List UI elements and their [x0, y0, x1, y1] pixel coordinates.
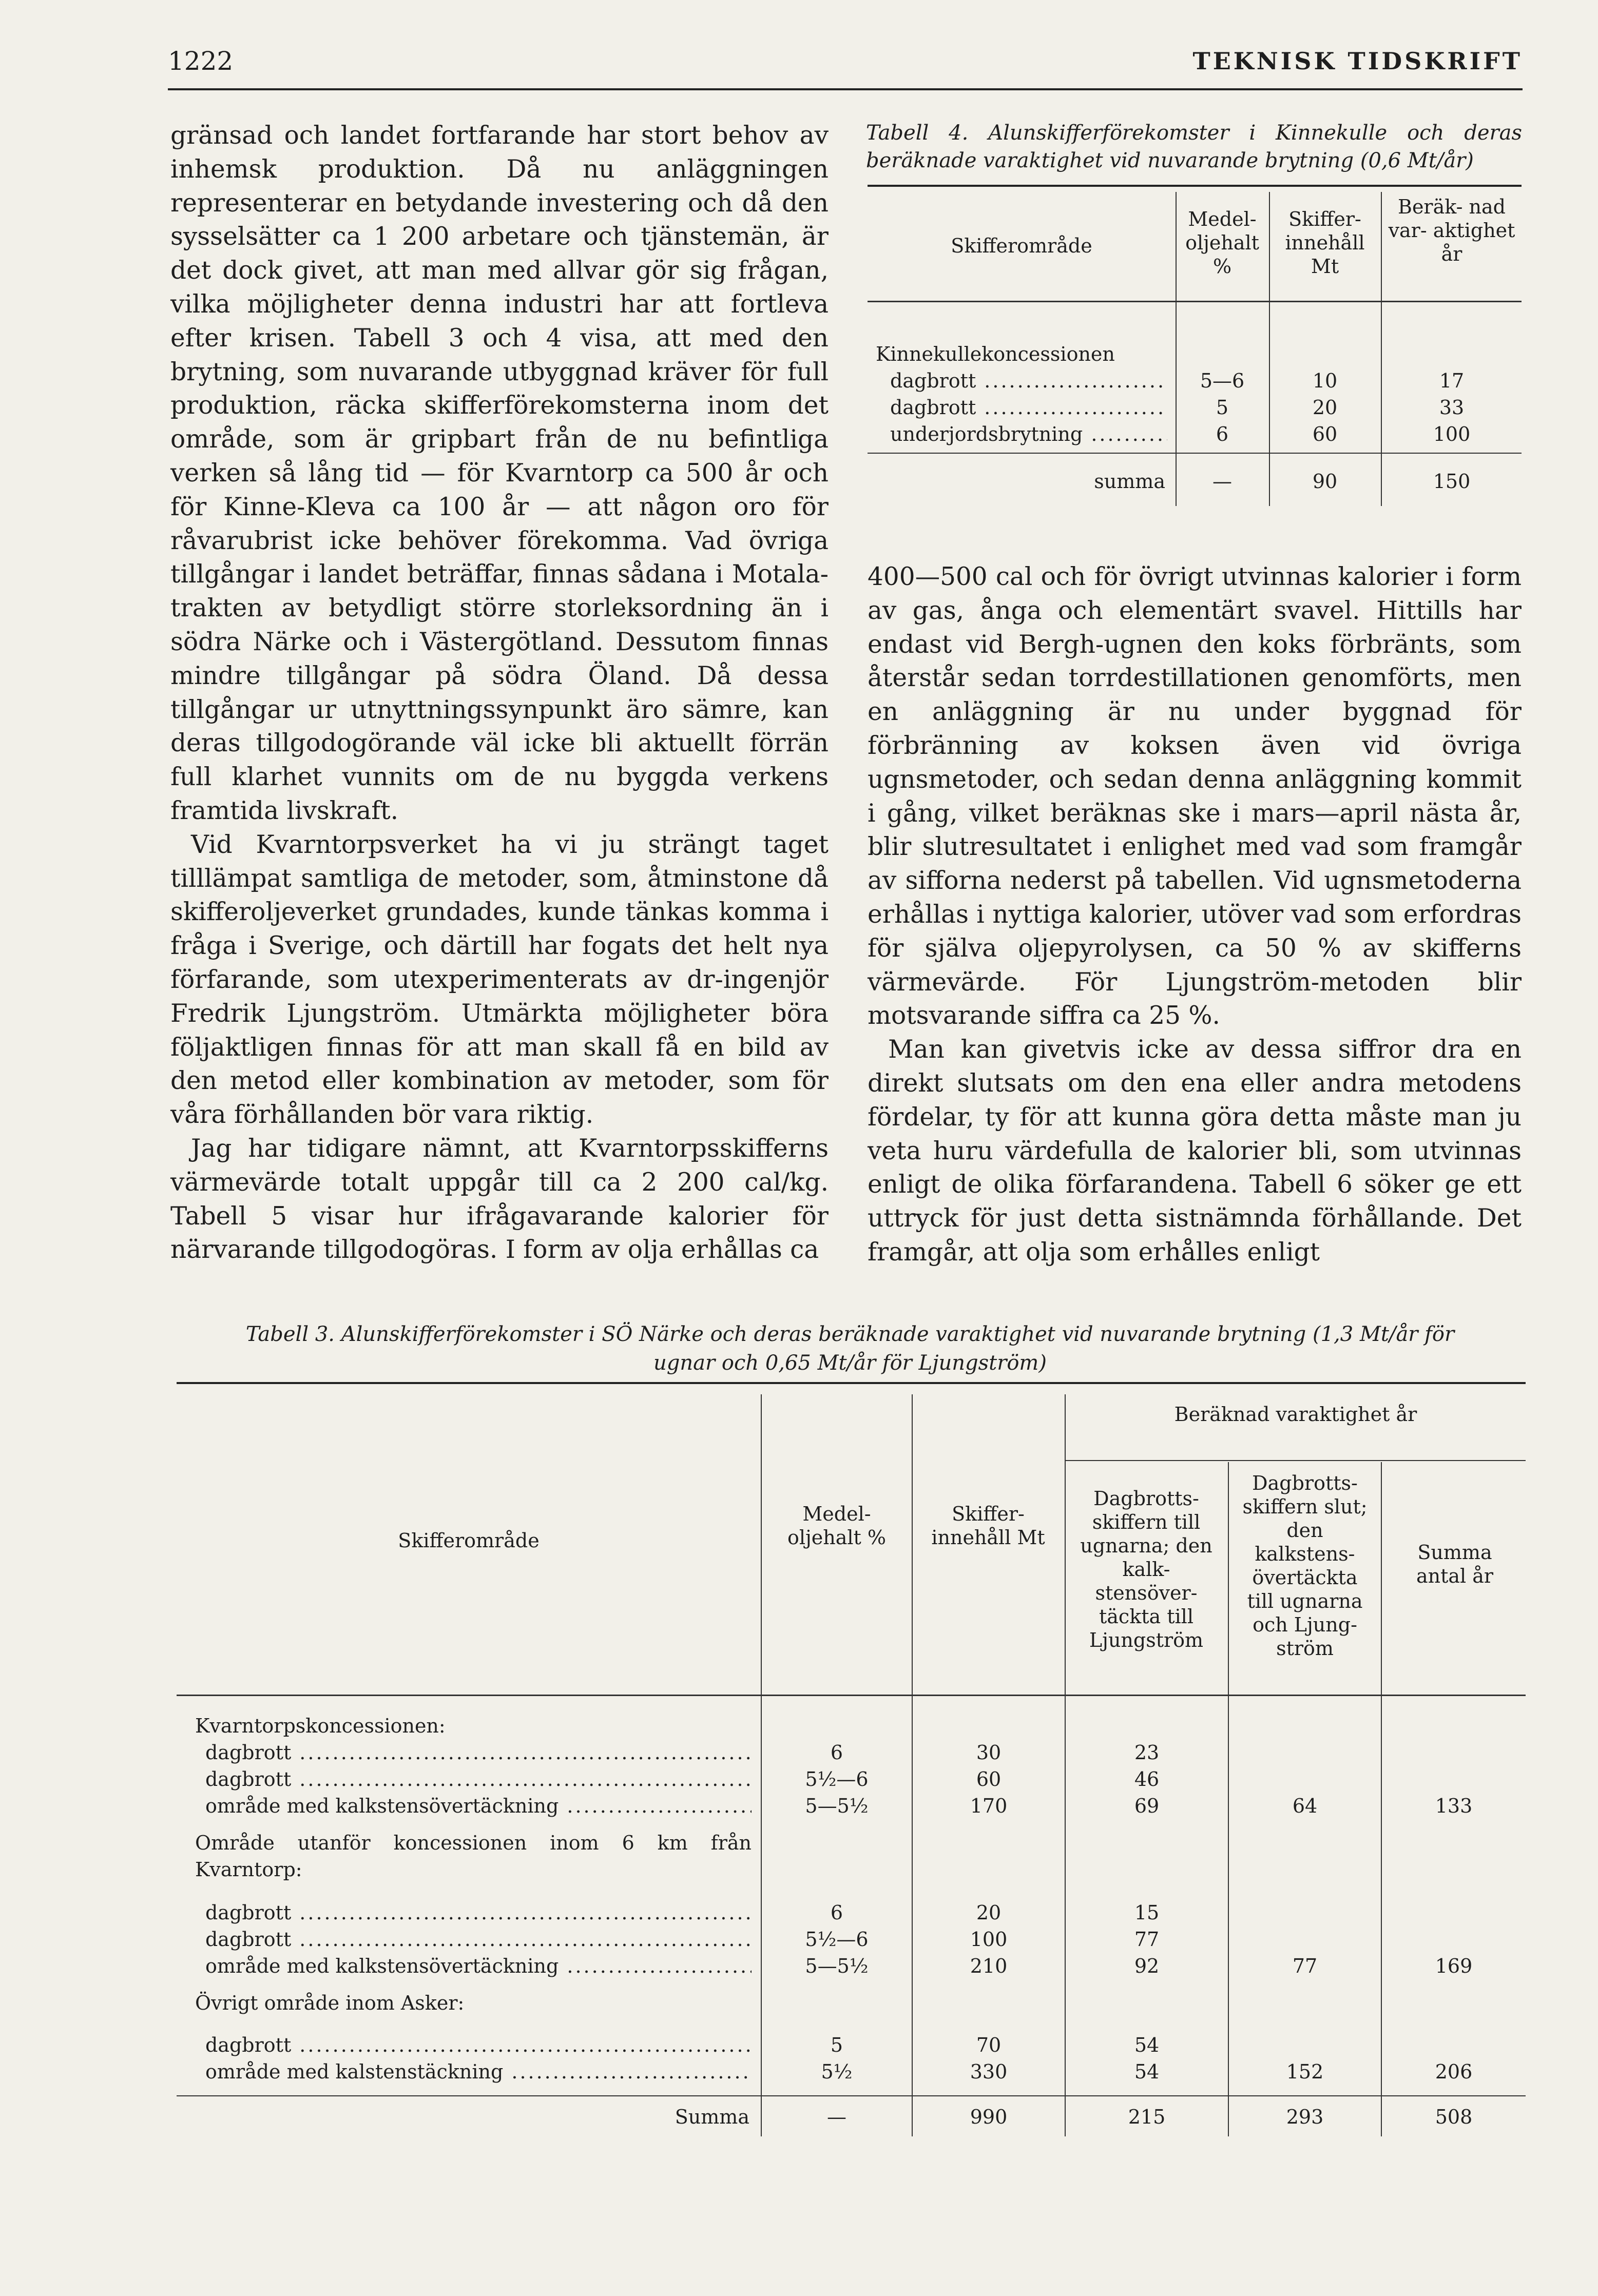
t3-sum-d2: 293	[1286, 2106, 1324, 2128]
paragraph: Vid Kvarntorpsverket ha vi ju strängt taget tilllämpat samtliga de metoder, som, åtminstone då skifferoljeverket grundades, kunde tänkas komma i fråga i Sverige, och därtill har fogats det helt nya förfarande, som utexperimenterats av dr-ingenjör Fredrik Ljungström. Utmärkta möjligheter böra följaktligen finnas för att man skall få en bild av den metod eller kombination av metoder, som för våra förhållanden bör vara riktig.	[170, 830, 829, 1130]
t4-header-area: Skifferområde	[951, 235, 1092, 257]
t3-cell-d1: 92	[1134, 1955, 1160, 1977]
t3-cell-d1: 54	[1134, 2060, 1160, 2083]
t3-group-title: Övrigt område inom Asker:	[195, 1992, 465, 2014]
t3-cell-d3: 133	[1435, 1795, 1473, 1817]
t4-sum-oil: —	[1212, 470, 1232, 493]
t3-cell-oil: 5½	[821, 2060, 853, 2083]
page-number: 1222	[168, 46, 234, 76]
t3-cell-oil: 5—5½	[805, 1955, 869, 1977]
t3-cell-shale: 70	[976, 2034, 1002, 2056]
t3-header-d3: Summa antal år	[1416, 1541, 1494, 1587]
t4-header-shale: Skiffer- innehåll Mt	[1285, 208, 1365, 278]
t3-cell-d2: 64	[1292, 1795, 1318, 1817]
t4-sum-label: summa	[1094, 470, 1165, 493]
t3-header-duration: Beräknad varaktighet år	[1174, 1403, 1417, 1426]
journal-title: TEKNISK TIDSKRIFT	[1192, 47, 1523, 75]
paragraph: Jag har tidigare nämnt, att Kvarntorpsskifferns värmevärde totalt uppgår till ca 2 200 cal/kg. Tabell 5 visar hur ifrågavarande kalorier för närvarande tillgodogöras. I form av olja erhållas ca	[170, 1134, 829, 1264]
t3-sum-shale: 990	[970, 2106, 1008, 2128]
table3-caption	[175, 1320, 1526, 1377]
t3-cell-d1: 54	[1134, 2034, 1160, 2056]
t3-row-label: dagbrott .....	[205, 1926, 752, 1953]
t3-cell-shale: 330	[970, 2060, 1008, 2083]
t4-row-label: dagbrott .....	[890, 367, 1167, 394]
t3-cell-d1: 77	[1134, 1928, 1160, 1951]
t3-cell-d1: 23	[1134, 1741, 1160, 1764]
t3-group-title: Kvarntorpskoncessionen:	[195, 1715, 446, 1737]
table3-caption-line: Tabell 3. Alunskifferförekomster i SÖ Närke och deras beräknade varaktighet vid nuvarande brytning (1,3 Mt/år för	[245, 1322, 1455, 1346]
t4-sum-shale: 90	[1312, 470, 1338, 493]
t3-row-label: område med kalstenstäckning .....	[205, 2058, 752, 2085]
t4-cell-duration: 100	[1433, 423, 1471, 445]
t3-cell-shale: 30	[976, 1741, 1002, 1764]
table4-caption: Tabell 4. Alunskifferförekomster i Kinnekulle och deras beräknade varaktighet vid nuvarande brytning (0,6 Mt/år)	[866, 121, 1522, 172]
t3-cell-d3: 169	[1435, 1955, 1473, 1977]
t3-cell-oil: 5½—6	[805, 1768, 869, 1791]
left-column	[170, 119, 829, 1267]
page-header	[168, 41, 1523, 90]
t3-cell-shale: 210	[970, 1955, 1008, 1977]
t3-row-label: område med kalkstensövertäckning .....	[205, 1793, 752, 1819]
paragraph: 400—500 cal och för övrigt utvinnas kalorier i form av gas, ånga och elementärt svavel. Hittills har endast vid Bergh-ugnen den koks förbränts, som återstår sedan torrdestillationen genomförts, men en anläggning är nu under byggnad för förbränning av koksen även vid övriga ugnsmetoder, och sedan denna anläggning kommit i gång, vilket beräknas ske i mars—april nästa år, blir slutresultatet i enlighet med vad som framgår av sifforna nederst på tabellen. Vid ugnsmetoderna erhållas i nyttiga kalorier, utöver vad som erfordras för själva oljepyrolysen, ca 50 % av skifferns värmevärde. För Ljungström-metoden blir motsvarande siffra ca 25 %.	[868, 562, 1522, 1030]
t3-cell-oil: 6	[830, 1901, 843, 1924]
t3-sum-d1: 215	[1128, 2106, 1166, 2128]
t3-row-label: dagbrott .....	[205, 2032, 752, 2058]
t3-cell-shale: 170	[970, 1795, 1008, 1817]
t3-cell-d2: 77	[1292, 1955, 1318, 1977]
t3-cell-d1: 15	[1134, 1901, 1160, 1924]
t4-cell-duration: 33	[1439, 396, 1465, 419]
t3-row-label: dagbrott .....	[205, 1739, 752, 1766]
t3-header-d1: Dagbrotts- skiffern till ugnarna; den kalk- stensöver- täckta till Ljungström	[1080, 1487, 1212, 1651]
table4	[868, 185, 1522, 506]
t4-cell-oil: 5—6	[1200, 369, 1245, 392]
t3-sum-label: Summa	[675, 2106, 749, 2128]
t4-group-title: Kinnekullekoncessionen	[876, 343, 1115, 365]
t3-sum-d3: 508	[1435, 2106, 1473, 2128]
t3-header-shale: Skiffer- innehåll Mt	[931, 1503, 1045, 1549]
t3-cell-shale: 20	[976, 1901, 1002, 1924]
t3-cell-shale: 60	[976, 1768, 1002, 1791]
t3-header-area: Skifferområde	[398, 1529, 540, 1552]
t3-header-oil: Medel- oljehalt %	[787, 1503, 887, 1549]
t4-row-label: underjordsbrytning .....	[890, 421, 1167, 447]
table3	[177, 1382, 1526, 2136]
paragraph: Man kan givetvis icke av dessa siffror dra en direkt slutsats om den ena eller andra metodens fördelar, ty för att kunna göra detta måste man ju veta huru värdefulla de kalorier bli, som utvinnas enligt de olika förfarandena. Tabell 6 söker ge ett uttryck för just detta sistnämnda förhållande. Det framgår, att olja som erhålles enligt	[868, 1035, 1522, 1267]
t3-cell-oil: 5—5½	[805, 1795, 869, 1817]
table3-caption-line: ugnar och 0,65 Mt/år för Ljungström)	[653, 1351, 1047, 1375]
t3-sum-oil: —	[827, 2106, 846, 2128]
t4-cell-shale: 60	[1312, 423, 1338, 445]
t3-row-label: område med kalkstensövertäckning .....	[205, 1953, 752, 1979]
t4-header-duration: Beräk- nad var- aktighet år	[1388, 196, 1515, 265]
t3-row-label: dagbrott .....	[205, 1766, 752, 1793]
t3-cell-d3: 206	[1435, 2060, 1473, 2083]
t4-cell-oil: 6	[1216, 423, 1229, 445]
t3-group-title: Område utanför koncessionen inom 6 km från Kvarntorp:	[195, 1832, 752, 1881]
t3-cell-d1: 46	[1134, 1768, 1160, 1791]
right-column	[868, 560, 1522, 1270]
paragraph: gränsad och landet fortfarande har stort behov av inhemsk produktion. Då nu anläggningen representerar en betydande investering och då den sysselsätter ca 1 200 arbetare och tjänstemän, är det dock givet, att man med allvar gör sig frågan, vilka möjligheter denna industri har att fortleva efter krisen. Tabell 3 och 4 visa, att med den brytning, som nuvarande utbyggnad kräver för full produktion, räcka skifferförekomsterna inom det område, som är gripbart från de nu befintliga verken så lång tid — för Kvarntorp ca 500 år och för Kinne-Kleva ca 100 år — att någon oro för råvarubrist icke behöver förekomma. Vad övriga tillgångar i landet beträffar, finnas sådana i Motala-trakten av betydligt större storleksordning än i södra Närke och i Västergötland. Dessutom finnas mindre tillgångar på södra Öland. Då dessa tillgångar ur utnyttningssynpunkt äro sämre, kan deras tillgodogörande väl icke bli aktuellt förrän full klarhet vunnits om de nu byggda verkens framtida livskraft.	[170, 121, 829, 825]
t3-cell-shale: 100	[970, 1928, 1008, 1951]
t3-cell-d2: 152	[1286, 2060, 1324, 2083]
t4-row-label: dagbrott .....	[890, 394, 1167, 421]
t3-header-d2: Dagbrotts- skiffern slut; den kalkstens- övertäckta till ugnarna och Ljung- ström	[1242, 1472, 1368, 1660]
t4-cell-shale: 10	[1312, 369, 1338, 392]
t4-sum-duration: 150	[1433, 470, 1471, 493]
t3-cell-oil: 5	[830, 2034, 843, 2056]
t4-cell-oil: 5	[1216, 396, 1229, 419]
t3-cell-d1: 69	[1134, 1795, 1160, 1817]
t3-row-label: dagbrott .....	[205, 1899, 752, 1926]
t4-header-oil: Medel- oljehalt %	[1185, 208, 1259, 278]
t3-cell-oil: 6	[830, 1741, 843, 1764]
t4-cell-shale: 20	[1312, 396, 1338, 419]
t3-cell-oil: 5½—6	[805, 1928, 869, 1951]
t4-cell-duration: 17	[1439, 369, 1465, 392]
